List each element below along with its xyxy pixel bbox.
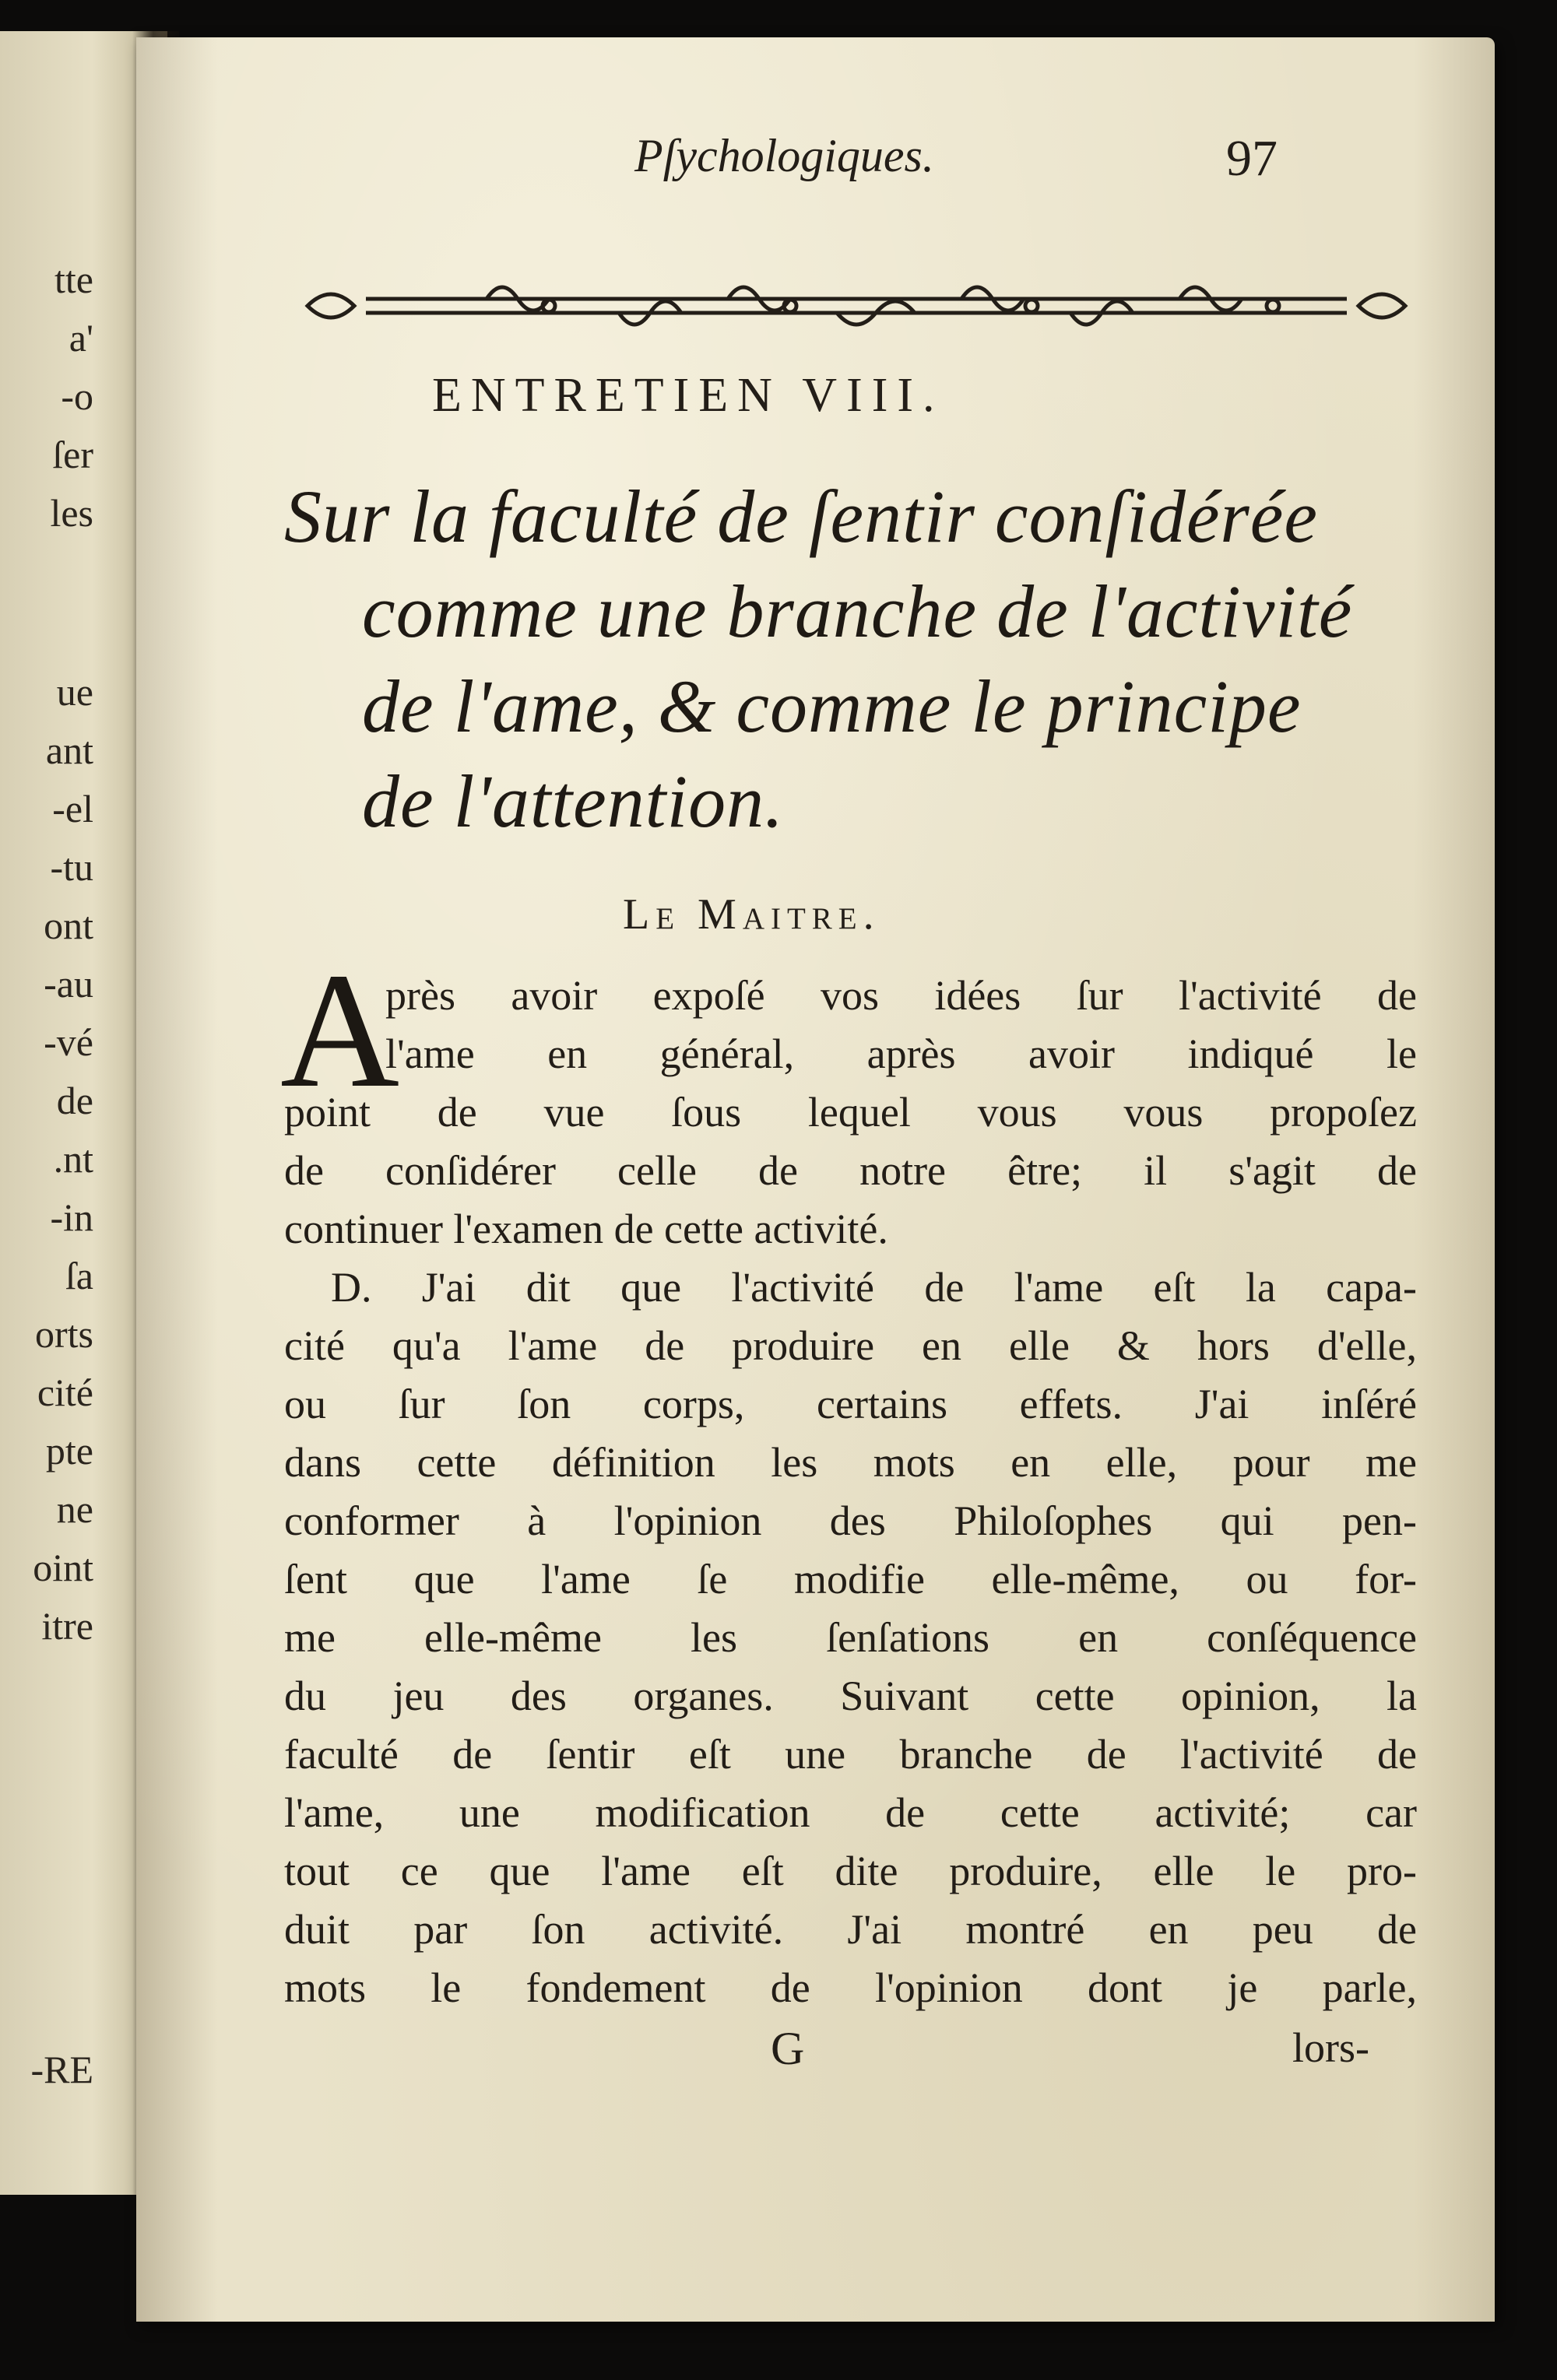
chapter-title-line: comme une branche de l'activité <box>362 570 1353 653</box>
left-fragment: nt. <box>53 1137 93 1181</box>
left-fragment: cité <box>37 1371 93 1414</box>
left-fragment: o- <box>61 374 93 418</box>
text-line: du jeu des organes. Suivant cette opinion, la <box>284 1673 1417 1719</box>
text-line: me elle-même les ſenſations en conſéquence <box>284 1614 1417 1661</box>
left-fragment: tu- <box>50 845 93 889</box>
left-fragment: au- <box>44 962 93 1006</box>
text-line: conformer à l'opinion des Philoſophes qui pen- <box>284 1497 1417 1544</box>
chapter-title-line: Sur la faculté de ſentir conſidérée <box>284 475 1318 558</box>
left-fragment: oint <box>33 1546 93 1589</box>
catchword: lors- <box>1292 2024 1369 2071</box>
page-number: 97 <box>1226 130 1278 187</box>
text-line: duit par ſon activité. J'ai montré en peu de <box>284 1906 1417 1953</box>
text-line: continuer l'examen de cette activité. <box>284 1206 888 1252</box>
drop-cap: A <box>280 939 400 1122</box>
signature-mark: G <box>771 2023 805 2074</box>
text-line: ſent que l'ame ſe modifie elle-même, ou for- <box>284 1556 1417 1602</box>
left-fragment: in- <box>50 1195 93 1239</box>
left-fragment: vé- <box>44 1020 93 1064</box>
decorative-headpiece-ornament <box>292 271 1421 341</box>
left-fragment: tte <box>54 258 93 301</box>
text-line: l'ame, une modification de cette activité; car <box>284 1789 1417 1836</box>
book-page <box>136 37 1495 2322</box>
left-fragment: el- <box>52 787 93 830</box>
left-fragment: ont <box>44 904 93 947</box>
chapter-title-line: de l'ame, & comme le principe <box>362 665 1302 748</box>
left-fragment: ſa <box>65 1254 93 1297</box>
text-line: mots le fondement de l'opinion dont je parle, <box>284 1964 1417 2011</box>
left-fragment: pte <box>45 1429 93 1473</box>
chapter-heading: ENTRETIEN VIII. <box>432 369 944 422</box>
left-fragment: ue <box>56 670 93 714</box>
text-line: cité qu'a l'ame de produire en elle & hors d'elle, <box>284 1322 1417 1369</box>
text-line: de conſidérer celle de notre être; il s'agit de <box>284 1147 1417 1194</box>
left-fragment: ne <box>56 1487 93 1531</box>
left-fragment: de <box>56 1079 93 1122</box>
speaker-label: Le Maitre. <box>623 890 880 939</box>
left-fragment: itre <box>41 1604 93 1648</box>
left-fragment: 'a <box>69 316 93 360</box>
text-line: près avoir expoſé vos idées ſur l'activité de <box>385 972 1417 1019</box>
text-line: D. J'ai dit que l'activité de l'ame eſt la capa- <box>331 1264 1417 1311</box>
text-line: ou ſur ſon corps, certains effets. J'ai inſéré <box>284 1381 1417 1427</box>
left-fragment: ſer <box>52 433 93 476</box>
left-fragment: les <box>50 491 93 535</box>
left-fragment: RE- <box>30 2048 93 2091</box>
text-line: l'ame en général, après avoir indiqué le <box>385 1030 1417 1077</box>
running-head: Pſychologiques. <box>634 130 934 181</box>
chapter-title-line: de l'attention. <box>362 760 785 843</box>
left-fragment: ant <box>45 728 93 772</box>
left-fragment: orts <box>35 1312 93 1356</box>
text-line: faculté de ſentir eſt une branche de l'activité de <box>284 1731 1417 1778</box>
text-line: point de vue ſous lequel vous vous propoſez <box>284 1089 1417 1136</box>
text-line: tout ce que l'ame eſt dite produire, elle le pro- <box>284 1848 1417 1894</box>
text-line: dans cette définition les mots en elle, pour me <box>284 1439 1417 1486</box>
